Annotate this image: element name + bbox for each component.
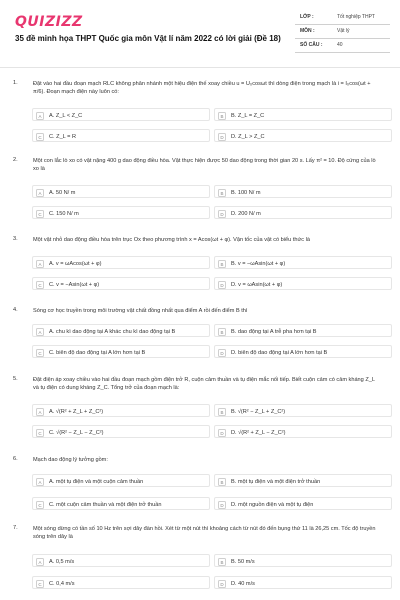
option-letter: A bbox=[36, 189, 44, 197]
option-text: B. 100 N/ m bbox=[231, 189, 261, 196]
question-number: 1. bbox=[13, 80, 18, 86]
option-letter: C bbox=[36, 349, 44, 357]
option-letter: C bbox=[36, 580, 44, 588]
option-letter: D bbox=[218, 210, 226, 218]
option-text: B. dao động tại A trễ pha hơn tại B bbox=[231, 328, 317, 335]
option-letter: C bbox=[36, 429, 44, 437]
option-text: B. Z_L = Z_C bbox=[231, 112, 265, 119]
option-d[interactable] bbox=[214, 425, 392, 438]
option-text: A. 0,5 m/s bbox=[49, 558, 75, 565]
option-text: A. một tụ điện và một cuộn cảm thuần bbox=[49, 478, 144, 485]
option-a[interactable] bbox=[32, 474, 210, 487]
option-b[interactable] bbox=[214, 256, 392, 269]
meta-value: Vật lý bbox=[337, 28, 350, 34]
question-number: 5. bbox=[13, 376, 18, 382]
option-d[interactable] bbox=[214, 497, 392, 510]
option-text: C. biên độ dao động tại A lớn hơn tại B bbox=[49, 349, 146, 356]
option-c[interactable] bbox=[32, 345, 210, 358]
worksheet-header bbox=[0, 0, 400, 66]
meta-row-count bbox=[295, 38, 390, 52]
option-text: A. v = ωAcos(ωt + φ) bbox=[49, 260, 102, 267]
question-number: 7. bbox=[13, 525, 18, 531]
meta-value: 40 bbox=[337, 42, 343, 48]
option-text: B. v = −ωAsin(ωt + φ) bbox=[231, 260, 286, 267]
option-d[interactable] bbox=[214, 129, 392, 142]
option-text: C. √(R² − Z_L − Z_C²) bbox=[49, 429, 104, 436]
question-number: 2. bbox=[13, 157, 18, 163]
option-d[interactable] bbox=[214, 345, 392, 358]
meta-label: LỚP : bbox=[300, 13, 314, 20]
page-title: 35 đề minh họa THPT Quốc gia môn Vật lí năm 2022 có lời giải (Đề 18) bbox=[15, 34, 281, 43]
option-letter: C bbox=[36, 501, 44, 509]
option-text: C. một cuộn cảm thuần và một điện trở thuần bbox=[49, 501, 162, 508]
option-text: D. v = ωAsin(ωt + φ) bbox=[231, 281, 283, 288]
option-text: D. 40 m/s bbox=[231, 580, 255, 587]
option-b[interactable] bbox=[214, 474, 392, 487]
option-text: C. 150 N/ m bbox=[49, 210, 79, 217]
meta-label: SỐ CÂU : bbox=[300, 42, 323, 48]
meta-row-grade bbox=[295, 10, 390, 24]
option-letter: B bbox=[218, 260, 226, 268]
question-number: 3. bbox=[13, 236, 18, 242]
option-letter: B bbox=[218, 478, 226, 486]
question-text: Sóng cơ học truyền trong môi trường vật chất đồng nhất qua điểm A rồi đến điểm B thì bbox=[33, 308, 248, 314]
option-letter: C bbox=[36, 210, 44, 218]
option-b[interactable] bbox=[214, 108, 392, 121]
option-b[interactable] bbox=[214, 554, 392, 567]
option-letter: A bbox=[36, 478, 44, 486]
option-c[interactable] bbox=[32, 576, 210, 589]
option-a[interactable] bbox=[32, 554, 210, 567]
option-text: C. Z_L = R bbox=[49, 133, 76, 140]
question-number: 4. bbox=[13, 307, 18, 313]
option-text: D. √(R² + Z_L − Z_C²) bbox=[231, 429, 286, 436]
option-letter: B bbox=[218, 112, 226, 120]
option-text: B. 50 m/s bbox=[231, 558, 255, 565]
option-b[interactable] bbox=[214, 404, 392, 417]
option-letter: D bbox=[218, 580, 226, 588]
option-c[interactable] bbox=[32, 425, 210, 438]
option-c[interactable] bbox=[32, 206, 210, 219]
option-letter: D bbox=[218, 349, 226, 357]
option-d[interactable] bbox=[214, 277, 392, 290]
option-c[interactable] bbox=[32, 129, 210, 142]
question-text: Đặt vào hai đầu đoạn mạch RLC không phân nhánh một hiệu điện thế xoay chiều u = U₀cosωt thì dòng điện trong mạch là i = I₀cos(ωt + π/6). Đoạn mạch điện này luôn có: bbox=[33, 81, 371, 95]
option-text: C. 0,4 m/s bbox=[49, 580, 75, 587]
option-d[interactable] bbox=[214, 576, 392, 589]
option-c[interactable] bbox=[32, 497, 210, 510]
option-a[interactable] bbox=[32, 185, 210, 198]
option-letter: B bbox=[218, 558, 226, 566]
option-text: A. √(R² + Z_L + Z_C²) bbox=[49, 408, 104, 415]
option-letter: B bbox=[218, 328, 226, 336]
option-text: D. một nguồn điện và một tụ điện bbox=[231, 501, 314, 508]
header-divider bbox=[0, 67, 400, 68]
meta-value: Tốt nghiệp THPT bbox=[337, 13, 375, 20]
option-letter: A bbox=[36, 558, 44, 566]
option-text: B. √(R² − Z_L + Z_C²) bbox=[231, 408, 286, 415]
question-text: Một sóng dừng có tần số 10 Hz trên sợi dây đàn hồi. Xét từ một nút thì khoảng cách từ nút đó đến bụng thứ 11 là 26,25 cm. Tốc độ truyền sóng trên dây là bbox=[33, 526, 376, 540]
option-text: B. một tụ điện và một điện trở thuần bbox=[231, 478, 321, 485]
question-text: Một vật nhỏ dao động điều hòa trên trục Ox theo phương trình x = Acos(ωt + φ). Vận tốc của vật có biểu thức là bbox=[33, 237, 310, 243]
option-text: D. 200 N/ m bbox=[231, 210, 261, 217]
option-b[interactable] bbox=[214, 185, 392, 198]
option-letter: D bbox=[218, 501, 226, 509]
question-text: Đặt điện áp xoay chiều vào hai đầu đoạn mạch gồm điện trở R, cuộn cảm thuần và tụ điện mắc nối tiếp. Biết cuộn cảm có cảm kháng Z_L và tụ điện có dung kháng Z_C. Tổng trở của đoạn mạch là: bbox=[33, 377, 375, 391]
option-letter: A bbox=[36, 112, 44, 120]
option-letter: D bbox=[218, 429, 226, 437]
quizizz-logo: QUIZIZZ bbox=[15, 14, 83, 30]
option-text: D. Z_L > Z_C bbox=[231, 133, 265, 140]
option-letter: A bbox=[36, 408, 44, 416]
option-a[interactable] bbox=[32, 404, 210, 417]
option-letter: C bbox=[36, 281, 44, 289]
option-letter: C bbox=[36, 133, 44, 141]
option-letter: D bbox=[218, 281, 226, 289]
option-letter: B bbox=[218, 408, 226, 416]
option-letter: A bbox=[36, 260, 44, 268]
option-letter: B bbox=[218, 189, 226, 197]
question-number: 6. bbox=[13, 456, 18, 462]
meta-label: MÔN : bbox=[300, 28, 315, 34]
option-text: C. v = −Asin(ωt + φ) bbox=[49, 281, 100, 288]
option-text: A. 50 N/ m bbox=[49, 189, 76, 196]
option-text: A. chu kì dao động tại A khác chu kì dao động tại B bbox=[49, 328, 176, 335]
option-text: A. Z_L < Z_C bbox=[49, 112, 83, 119]
option-letter: A bbox=[36, 328, 44, 336]
option-a[interactable] bbox=[32, 256, 210, 269]
question-text: Một con lắc lò xo có vật nặng 400 g dao động điều hòa. Vật thực hiện được 50 dao động trong thời gian 20 s. Lấy π² = 10. Độ cứng của lò xo là bbox=[33, 158, 376, 172]
option-d[interactable] bbox=[214, 206, 392, 219]
meta-row-subject bbox=[295, 24, 390, 38]
option-a[interactable] bbox=[32, 324, 210, 337]
option-text: D. biên độ dao động tại A lớn hơn tại B bbox=[231, 349, 328, 356]
option-b[interactable] bbox=[214, 324, 392, 337]
question-text: Mạch dao động lý tưởng gồm: bbox=[33, 457, 108, 463]
option-a[interactable] bbox=[32, 108, 210, 121]
option-letter: D bbox=[218, 133, 226, 141]
option-c[interactable] bbox=[32, 277, 210, 290]
worksheet-meta bbox=[295, 10, 390, 53]
